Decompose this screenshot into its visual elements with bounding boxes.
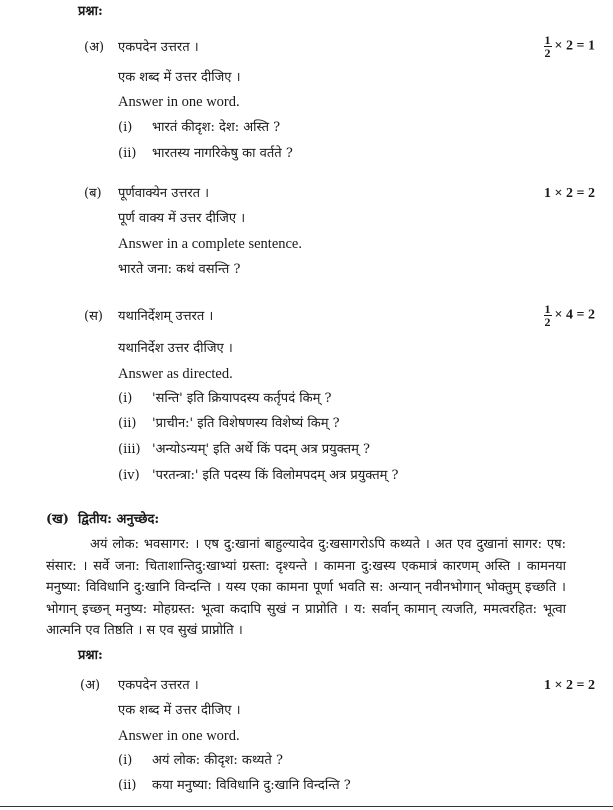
hindi-instruction: एक शब्द में उत्तर दीजिए ।	[118, 70, 241, 85]
passage	[46, 534, 566, 642]
english-instruction: Answer in one word.	[118, 94, 240, 110]
questions-heading: प्रश्ना:	[78, 648, 103, 663]
passage-text: अयं लोक: भवसागर: । एष दु:खानां बाहुल्यादेव दु:खसागरोऽपि कथ्यते । अत एव दुखानां सागर: एष: संसार: । सर्वे जना: चिताशान्तिदु:खाभ्यां ग्रस्ता: दृश्यन्ते । कामना दु:खस्य एकमात्रं कारणम् अस्ति । कामनया मनुष्या: विविधानि दु:खानि विन्दन्ति । यस्य एका कामना पूर्णा भवति स: अन्यान् नवीनभोगान् भोक्तुम् इच्छति । भोगान् इच्छन् मनुष्य: मोहग्रस्त: भूत्वा कदापि सुखं न प्राप्नोति । य: सर्वान् कामान् त्यजति, ममत्वरहित: भूत्वा आत्मनि एव तिष्ठति । स एव सुखं प्राप्नोति ।	[46, 537, 566, 638]
section-label: (ख)	[46, 512, 69, 527]
marks: 1 × 2 = 2	[544, 186, 595, 201]
question-text: भारतं कीदृश: देश: अस्ति ?	[152, 120, 281, 135]
subq-label: (अ)	[80, 678, 101, 693]
marks-fraction	[544, 34, 595, 59]
question-text: भारते जना: कथं वसन्ति ?	[118, 262, 241, 277]
question-text: 'परतन्त्रा:' इति पदस्य किं विलोमपदम् अत्र प्रयुक्तम् ?	[152, 468, 399, 483]
marks: 1 × 2 = 2	[544, 678, 595, 693]
fraction-numerator: 1	[544, 33, 551, 47]
question-number: (ii)	[118, 778, 137, 793]
question-number: (ii)	[118, 416, 137, 431]
subq-instruction: यथानिर्देशम् उत्तरत ।	[118, 309, 214, 324]
question-text: 'अन्योऽन्यम्' इति अर्थे किं पदम् अत्र प्रयुक्तम् ?	[152, 442, 370, 457]
marks-rest: × 2 = 1	[554, 38, 595, 54]
question-number: (iii)	[118, 442, 141, 457]
english-instruction: Answer as directed.	[118, 366, 233, 382]
section-title: द्वितीय: अनुच्छेद:	[78, 512, 160, 527]
fraction-denominator: 2	[544, 315, 551, 329]
subq-label: (स)	[84, 309, 103, 324]
english-instruction: Answer in one word.	[118, 728, 240, 744]
marks-fraction	[544, 303, 595, 328]
page-bottom-rule	[0, 806, 613, 807]
subq-label: (अ)	[84, 40, 105, 55]
hindi-instruction: यथानिर्देश उत्तर दीजिए ।	[118, 341, 233, 356]
question-number: (i)	[118, 391, 133, 406]
hindi-instruction: पूर्ण वाक्य में उत्तर दीजिए ।	[118, 211, 246, 226]
hindi-instruction: एक शब्द में उत्तर दीजिए ।	[118, 703, 241, 718]
fraction-denominator: 2	[544, 46, 551, 60]
subq-label: (ब)	[84, 186, 102, 201]
question-number: (i)	[118, 753, 133, 768]
question-text: भारतस्य नागरिकेषु का वर्तते ?	[152, 146, 293, 161]
subq-instruction: पूर्णवाक्येन उत्तरत ।	[118, 186, 210, 201]
question-text: 'सन्ति' इति क्रियापदस्य कर्तृपदं किम् ?	[152, 391, 332, 406]
question-text: 'प्राचीन:' इति विशेषणस्य विशेष्यं किम् ?	[152, 416, 340, 431]
questions-heading: प्रश्ना:	[78, 4, 103, 19]
marks-rest: × 4 = 2	[554, 307, 595, 323]
subq-instruction: एकपदेन उत्तरत ।	[118, 40, 199, 55]
question-number: (ii)	[118, 146, 137, 161]
question-number: (i)	[118, 120, 133, 135]
question-text: कया मनुष्या: विविधानि दु:खानि विन्दन्ति ?	[152, 778, 351, 793]
question-number: (iv)	[118, 468, 140, 483]
subq-instruction: एकपदेन उत्तरत ।	[118, 678, 199, 693]
fraction-numerator: 1	[544, 302, 551, 316]
english-instruction: Answer in a complete sentence.	[118, 236, 302, 252]
question-text: अयं लोक: कीदृश: कथ्यते ?	[152, 753, 283, 768]
